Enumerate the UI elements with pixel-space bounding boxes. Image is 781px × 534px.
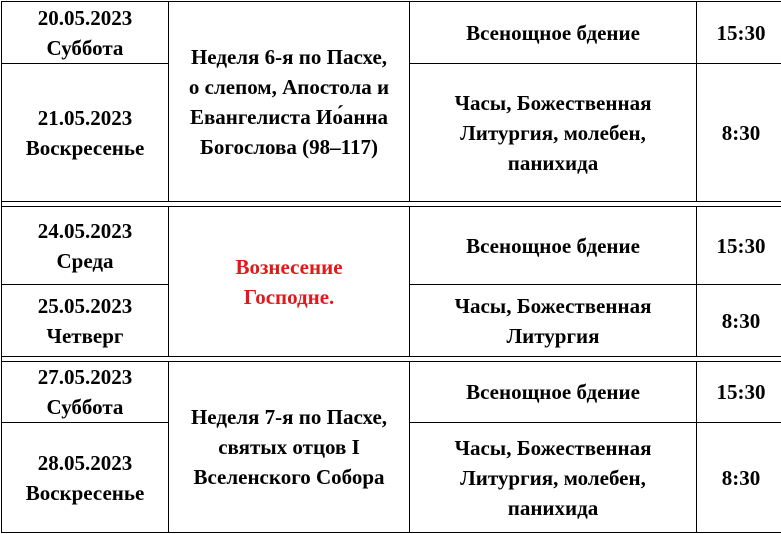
feast-line: Неделя 7-я по Пасхе, [190, 405, 388, 429]
service-line: Часы, Божественная [454, 435, 652, 460]
feast-line: Евангелиста Ио́анна [189, 104, 389, 129]
weekday: Среда [56, 248, 114, 273]
date-cell [2, 362, 169, 423]
date: 20.05.2023 [37, 5, 133, 30]
service-time: 15:30 [716, 20, 766, 45]
service-time: 8:30 [721, 120, 761, 145]
service-line: Часы, Божественная [454, 90, 652, 115]
feast-line: Вселенского Собора [193, 465, 385, 489]
time-cell [697, 207, 781, 285]
service-time: 8:30 [721, 465, 761, 490]
time-cell [697, 2, 781, 64]
service-cell [410, 64, 697, 202]
date: 28.05.2023 [37, 450, 133, 475]
time-cell [697, 362, 781, 423]
schedule-row [2, 362, 781, 423]
feast-line: Господне. [243, 284, 335, 309]
feast-line: Богослова (98–117) [200, 134, 378, 159]
service-line: панихида [507, 150, 599, 175]
schedule-table [1, 1, 781, 533]
service-line: Всенощное бдение [466, 233, 640, 258]
service-cell [410, 423, 697, 533]
time-cell [697, 423, 781, 533]
service-time: 15:30 [716, 380, 766, 404]
schedule-row [2, 207, 781, 285]
service-time: 15:30 [716, 233, 766, 258]
service-line: Литургия, молебен, [460, 465, 646, 490]
service-line: Часы, Божественная [454, 293, 652, 318]
date-cell [2, 2, 169, 64]
service-cell [410, 207, 697, 285]
feast-cell [169, 362, 410, 533]
feast-cell [169, 2, 410, 202]
feast-line: Вознесение [235, 254, 343, 279]
service-cell [410, 362, 697, 423]
service-line: Литургия [506, 323, 600, 348]
service-cell [410, 2, 697, 64]
service-time: 8:30 [721, 308, 761, 333]
date: 25.05.2023 [37, 293, 133, 318]
time-cell [697, 285, 781, 357]
feast-cell [169, 207, 410, 357]
schedule-row [2, 2, 781, 64]
feast-line: святых отцов I [218, 435, 360, 459]
service-line: панихида [507, 495, 599, 520]
service-line: Всенощное бдение [466, 380, 640, 404]
date-cell [2, 207, 169, 285]
date-cell [2, 423, 169, 533]
feast-line: о слепом, Апостола и [188, 74, 390, 99]
weekday: Воскресенье [25, 135, 145, 160]
time-cell [697, 64, 781, 202]
date-cell [2, 285, 169, 357]
weekday: Суббота [46, 35, 124, 60]
date-cell [2, 64, 169, 202]
feast-line: Неделя 6-я по Пасхе, [190, 44, 388, 69]
date: 21.05.2023 [37, 105, 133, 130]
weekday: Воскресенье [25, 480, 145, 505]
weekday: Суббота [46, 395, 124, 419]
service-cell [410, 285, 697, 357]
weekday: Четверг [46, 323, 124, 348]
service-line: Всенощное бдение [466, 20, 640, 45]
date: 24.05.2023 [37, 218, 133, 243]
service-line: Литургия, молебен, [460, 120, 646, 145]
date: 27.05.2023 [37, 365, 133, 389]
